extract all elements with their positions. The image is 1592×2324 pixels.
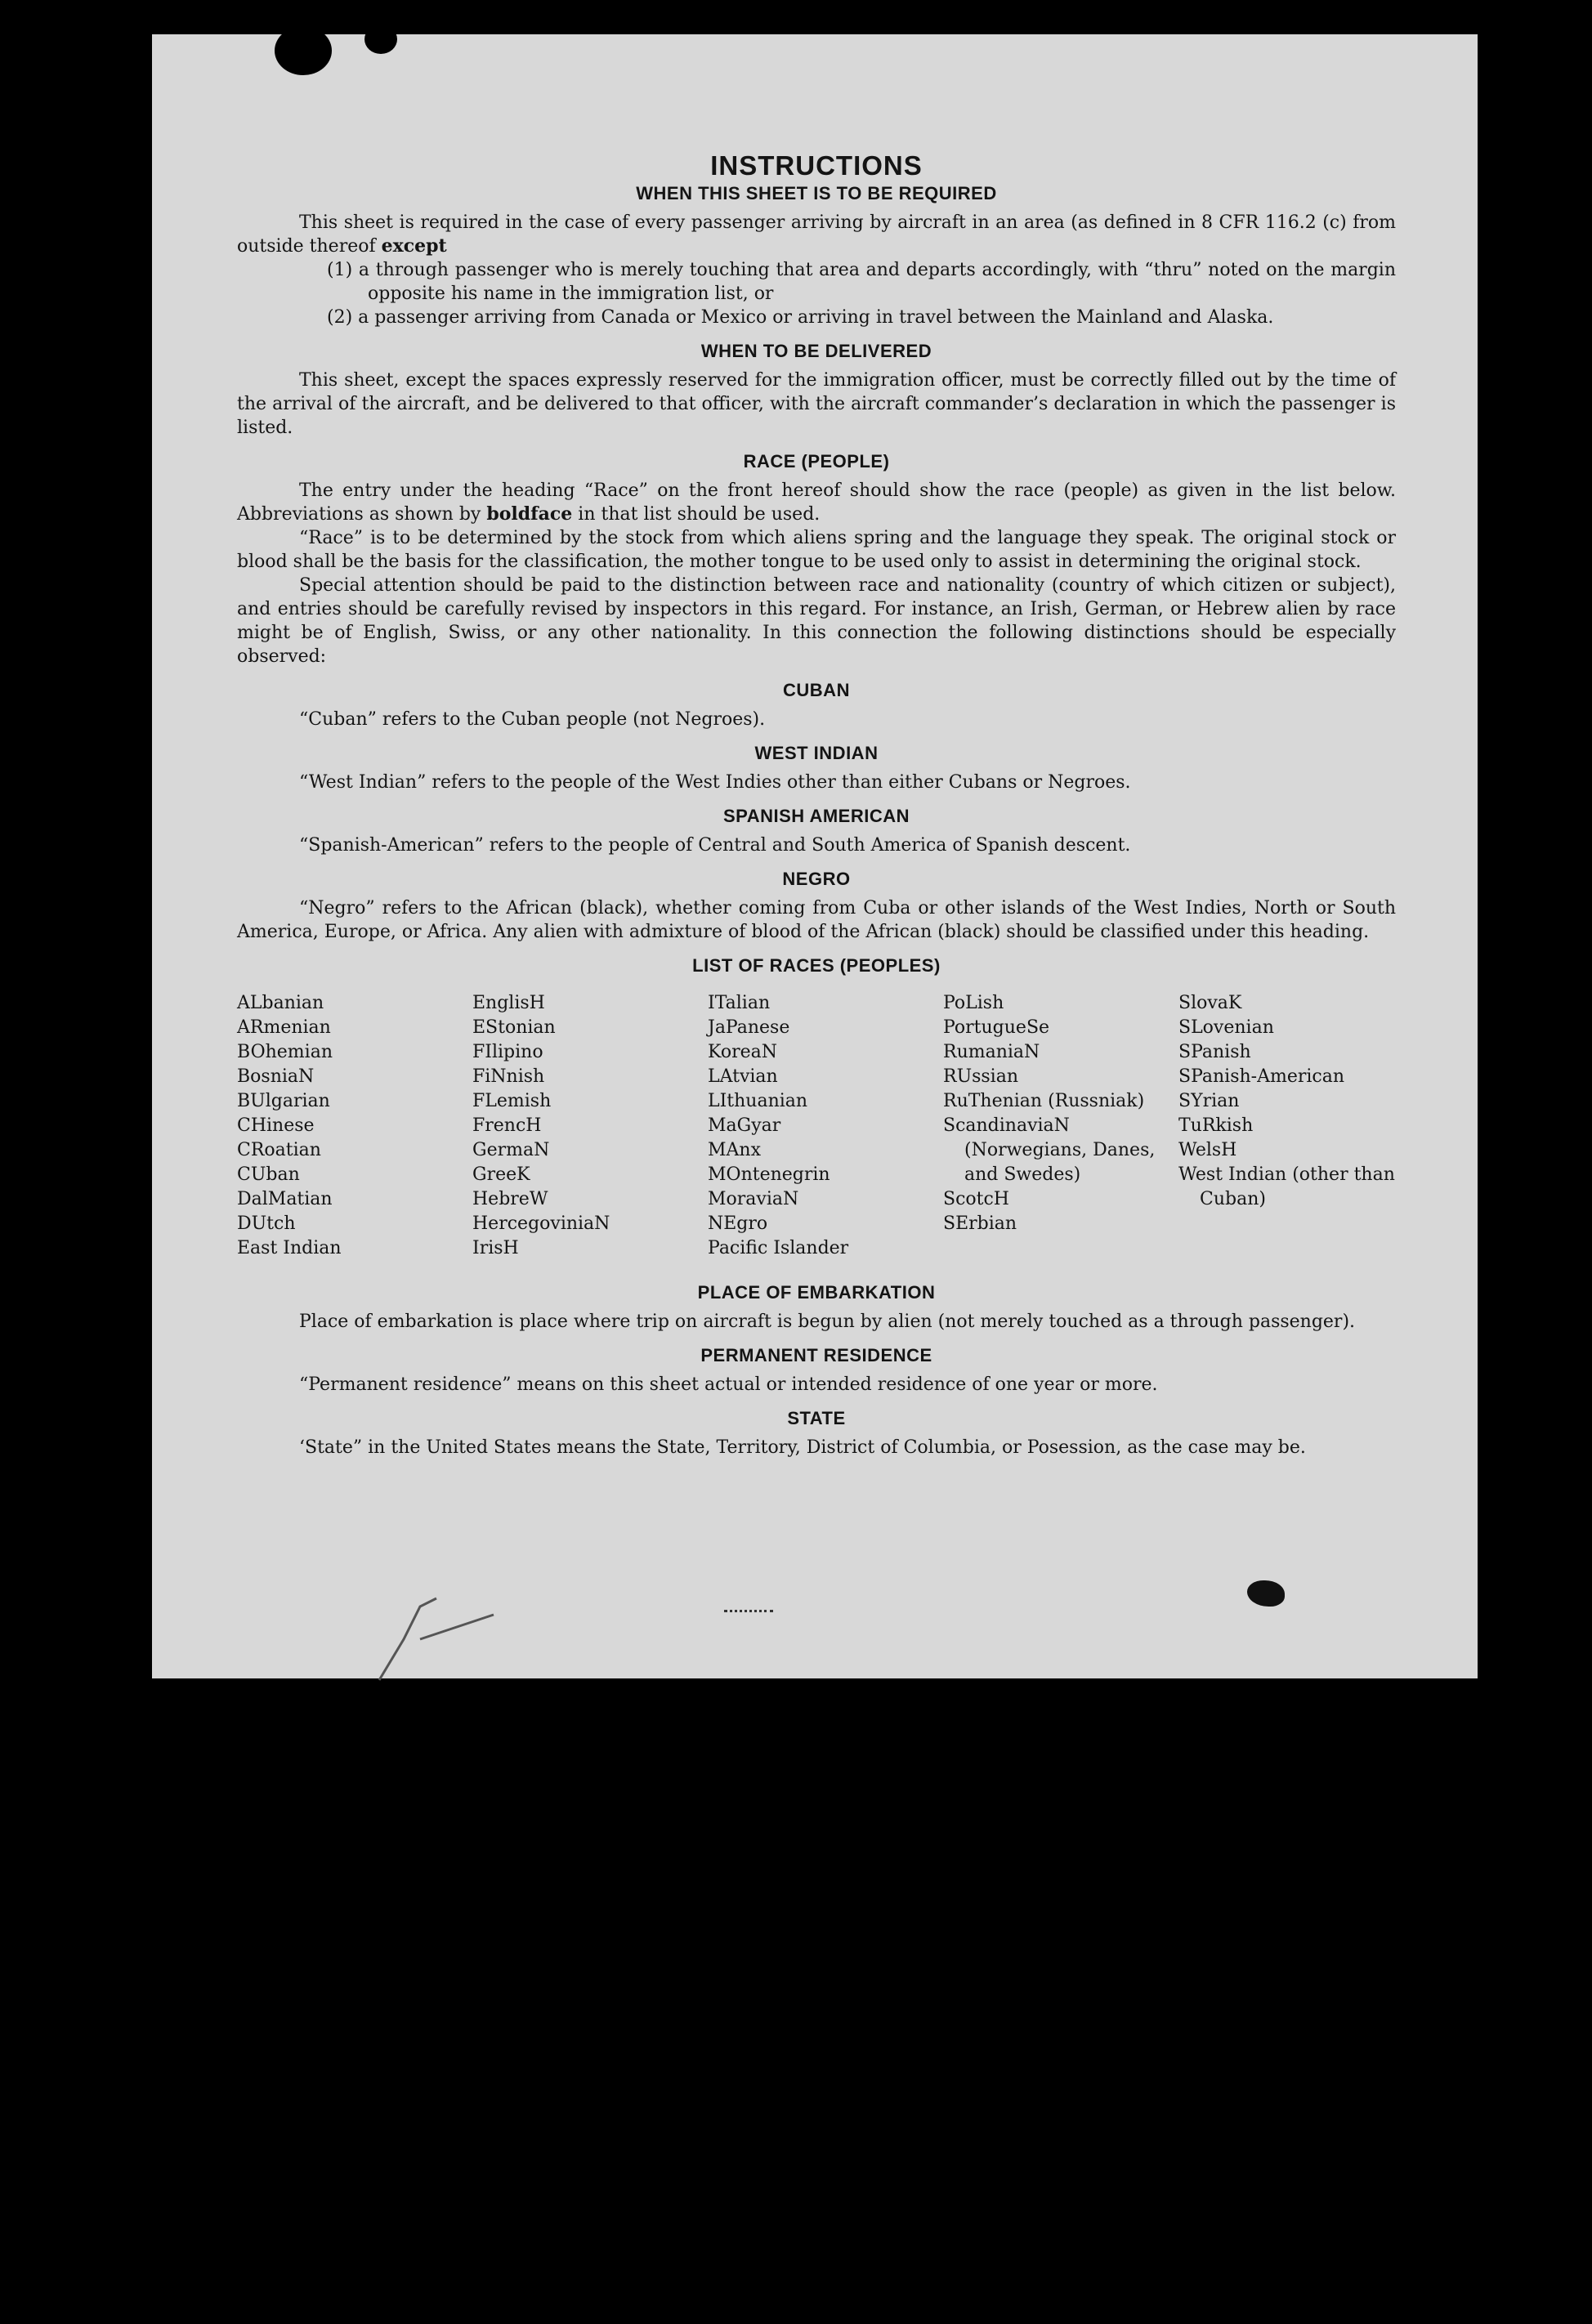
race-paragraph-1: The entry under the heading “Race” on the front hereof should show the race (people) as given in the list below. Abbreviations as shown by boldface in that list should be used.: [237, 480, 1396, 525]
embarkation-text: Place of embarkation is place where trip on aircraft is begun by alien (not merely touched as a through passenger).: [299, 1312, 1356, 1332]
race-entry: SPanish: [1178, 1042, 1251, 1062]
race-entry: ScotcH: [943, 1189, 1009, 1209]
heading-race: RACE (PEOPLE): [743, 451, 890, 472]
race-entry: GermaN: [472, 1140, 550, 1160]
race-entry: LIthuanian: [708, 1091, 808, 1111]
race-entry: HercegoviniaN: [472, 1213, 610, 1234]
race-entry: ALbanian: [237, 993, 324, 1013]
races-column: [472, 991, 708, 1261]
race-entry: MoraviaN: [708, 1189, 799, 1209]
torn-corner-small: [364, 25, 397, 54]
race-paragraph-2: “Race” is to be determined by the stock from which aliens spring and the language they speak. The original stock or blood shall be the basis for the classification, the mother tongue to be used only to assist in determining the original stock.: [237, 528, 1396, 572]
when-required-item-1: (1) a through passenger who is merely touching that area and departs accordingly, with “thru” noted on the margin opposite his name in the immigration list, or: [327, 260, 1396, 304]
race-entry: MaGyar: [708, 1115, 781, 1136]
race-entry: RUssian: [943, 1066, 1019, 1087]
heading-when-required: WHEN THIS SHEET IS TO BE REQUIRED: [636, 183, 997, 203]
cuban-text: “Cuban” refers to the Cuban people (not Negroes).: [299, 709, 766, 730]
race-entry: DUtch: [237, 1213, 296, 1234]
races-column: [708, 991, 943, 1261]
heading-cuban: CUBAN: [783, 680, 850, 700]
race-entry: MAnx: [708, 1140, 761, 1160]
when-required-intro: This sheet is required in the case of every passenger arriving by aircraft in an area (as defined in 8 CFR 116.2 (c) from outside thereof except: [237, 212, 1396, 257]
race-entry: BOhemian: [237, 1042, 333, 1062]
race-paragraph-3: Special attention should be paid to the distinction between race and nationality (country of which citizen or subject), and entries should be carefully revised by inspectors in this regard. For instance, an Irish, German, or Hebrew alien by race might be of English, Swiss, or any other nationality. In this connection the following distinctions should be especially observed:: [237, 575, 1396, 667]
race-entry: GreeK: [472, 1164, 530, 1185]
west-indian-text: “West Indian” refers to the people of the West Indies other than either Cubans or Negroes.: [299, 772, 1131, 793]
permanent-residence-text: “Permanent residence” means on this sheet actual or intended residence of one year or more.: [299, 1374, 1158, 1395]
race-entry: PoLish: [943, 993, 1004, 1013]
race-entry: EStonian: [472, 1017, 556, 1038]
state-text: ‘State” in the United States means the State, Territory, District of Columbia, or Posession, as the case may be.: [299, 1437, 1306, 1458]
race-entry: FIlipino: [472, 1042, 543, 1062]
race-entry: SLovenian: [1178, 1017, 1274, 1038]
races-list: [237, 991, 1396, 1261]
race-entry: FiNnish: [472, 1066, 545, 1087]
race-entry: CRoatian: [237, 1140, 321, 1160]
page-title: INSTRUCTIONS: [710, 150, 923, 181]
heading-negro: NEGRO: [782, 869, 851, 889]
when-required-item-2: (2) a passenger arriving from Canada or Mexico or arriving in travel between the Mainland and Alaska.: [327, 307, 1274, 328]
page-footer-mark: [724, 1610, 773, 1615]
race-entry: EnglisH: [472, 993, 545, 1013]
when-delivered-text: This sheet, except the spaces expressly reserved for the immigration officer, must be correctly filled out by the time of the arrival of the aircraft, and be delivered to that officer, with the aircraft commander’s declaration in which the passenger is listed.: [237, 370, 1396, 438]
race-entry: RuThenian (Russniak): [943, 1091, 1145, 1111]
race-entry: KoreaN: [708, 1042, 777, 1062]
heading-west-indian: WEST INDIAN: [754, 743, 879, 763]
race-entry: CUban: [237, 1164, 300, 1185]
race-entry: FLemish: [472, 1091, 552, 1111]
race-entry: PortugueSe: [943, 1017, 1050, 1038]
heading-permanent-residence: PERMANENT RESIDENCE: [700, 1345, 932, 1365]
race-entry: CHinese: [237, 1115, 315, 1136]
race-entry: East Indian: [237, 1238, 342, 1258]
ink-blot: [1247, 1580, 1285, 1607]
race-entry: MOntenegrin: [708, 1164, 830, 1185]
race-entry: BUlgarian: [237, 1091, 330, 1111]
race-entry: LAtvian: [708, 1066, 778, 1087]
race-entry: ScandinaviaN (Norwegians, Danes, and Swedes): [943, 1115, 1156, 1185]
race-entry: SYrian: [1178, 1091, 1240, 1111]
race-entry: ITalian: [708, 993, 771, 1013]
races-column: [1178, 991, 1414, 1261]
race-entry: WelsH: [1178, 1140, 1237, 1160]
race-entry: NEgro: [708, 1213, 768, 1234]
race-entry: IrisH: [472, 1238, 519, 1258]
heading-races-list: LIST OF RACES (PEOPLES): [692, 955, 941, 976]
document-page: [152, 34, 1478, 1678]
heading-when-delivered: WHEN TO BE DELIVERED: [700, 341, 932, 361]
heading-embarkation: PLACE OF EMBARKATION: [697, 1282, 936, 1303]
spanish-american-text: “Spanish-American” refers to the people of Central and South America of Spanish descent.: [299, 835, 1131, 856]
race-entry: TuRkish: [1178, 1115, 1254, 1136]
races-column: [943, 991, 1178, 1261]
race-entry: JaPanese: [708, 1017, 790, 1038]
race-entry: SPanish-American: [1178, 1066, 1345, 1087]
race-entry: HebreW: [472, 1189, 548, 1209]
heading-state: STATE: [787, 1408, 846, 1428]
races-column: [237, 991, 472, 1261]
race-entry: SlovaK: [1178, 993, 1242, 1013]
negro-text: “Negro” refers to the African (black), whether coming from Cuba or other islands of the West Indies, North or South America, Europe, or Africa. Any alien with admixture of blood of the African (black) should be classified under this heading.: [237, 898, 1396, 942]
torn-paper-mark: [371, 1590, 526, 1696]
race-entry: SErbian: [943, 1213, 1017, 1234]
race-entry: BosniaN: [237, 1066, 315, 1087]
race-entry: DalMatian: [237, 1189, 333, 1209]
race-entry: West Indian (other than Cuban): [1178, 1164, 1395, 1209]
race-entry: ARmenian: [237, 1017, 331, 1038]
race-entry: FrencH: [472, 1115, 542, 1136]
race-entry: Pacific Islander: [708, 1238, 849, 1258]
race-entry: RumaniaN: [943, 1042, 1040, 1062]
torn-corner: [275, 26, 332, 75]
heading-spanish-american: SPANISH AMERICAN: [722, 806, 910, 826]
